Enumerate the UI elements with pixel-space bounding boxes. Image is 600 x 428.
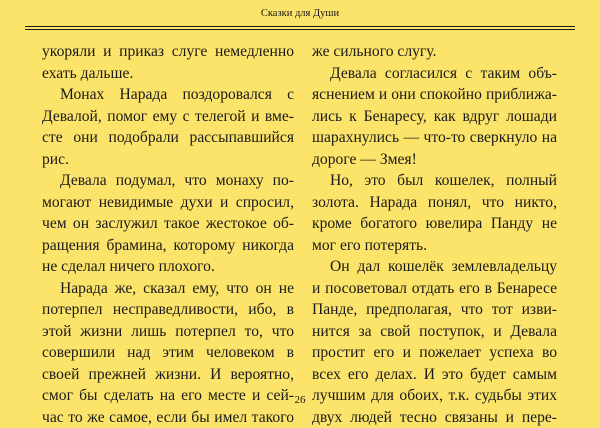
text-line: двух людей тесно связаны и пере- bbox=[312, 407, 557, 428]
text-line: мог его потерять. bbox=[312, 235, 557, 257]
text-line: Девала подумал, что монаху по- bbox=[42, 170, 294, 192]
text-line: час то же самое, если бы имел такого bbox=[42, 407, 294, 428]
text-line: лись к Бенаресу, как вдруг лошади bbox=[312, 106, 557, 128]
text-line: Он дал кошелёк землевладельцу bbox=[312, 256, 557, 278]
text-line: Монах Нарада поздоровался с bbox=[42, 84, 294, 106]
text-line: укоряли и приказ слуге немедленно bbox=[42, 41, 294, 63]
text-line: лучшим для обоих, т.к. судьбы этих bbox=[312, 385, 557, 407]
text-line: Девалой, помог ему с телегой и вме- bbox=[42, 106, 294, 128]
text-line: Панде, предполагая, что тот изви- bbox=[312, 299, 557, 321]
text-line: золота. Нарада понял, что никто, bbox=[312, 192, 557, 214]
text-line: Нарада же, сказал ему, что он не bbox=[42, 278, 294, 300]
text-line: и посоветовал отдать его в Бенаресе bbox=[312, 278, 557, 300]
text-line: совершили над этим человеком в bbox=[42, 342, 294, 364]
text-line: сте они подобрали рассыпавшийся bbox=[42, 127, 294, 149]
text-line: ращения брамина, которому никогда bbox=[42, 235, 294, 257]
text-line: ехать дальше. bbox=[42, 63, 294, 85]
text-line: нится за свой поступок, и Девала bbox=[312, 321, 557, 343]
text-line: шарахнулись — что-то сверкнуло на bbox=[312, 127, 557, 149]
text-line: кроме богатого ювелира Панду не bbox=[312, 213, 557, 235]
text-line: своей прежней жизни. И вероятно, bbox=[42, 364, 294, 386]
text-line: не сделал ничего плохого. bbox=[42, 256, 294, 278]
text-line: чем он заслужил такое жестокое об- bbox=[42, 213, 294, 235]
text-column-left bbox=[42, 41, 294, 428]
text-line: простит его и пожелает успеха во bbox=[312, 342, 557, 364]
page-header-title: Сказки для Души bbox=[0, 8, 600, 20]
text-line: яснением и они спокойно приближа- bbox=[312, 84, 557, 106]
text-line: Но, это был кошелек, полный bbox=[312, 170, 557, 192]
text-line: смог бы сделать на его месте и сей- bbox=[42, 385, 294, 407]
text-line: потерпел несправедливости, ибо, в bbox=[42, 299, 294, 321]
page-number: 26 bbox=[0, 394, 600, 407]
header-double-rule bbox=[25, 26, 575, 30]
text-line: же сильного слугу. bbox=[312, 41, 557, 63]
text-column-right bbox=[312, 41, 557, 428]
text-line: Девала согласился с таким объ- bbox=[312, 63, 557, 85]
text-line: всех его делах. И это будет самым bbox=[312, 364, 557, 386]
text-line: дороге — Змея! bbox=[312, 149, 557, 171]
text-line: рис. bbox=[42, 149, 294, 171]
text-line: могают невидимые духи и спросил, bbox=[42, 192, 294, 214]
text-line: этой жизни лишь потерпел то, что bbox=[42, 321, 294, 343]
